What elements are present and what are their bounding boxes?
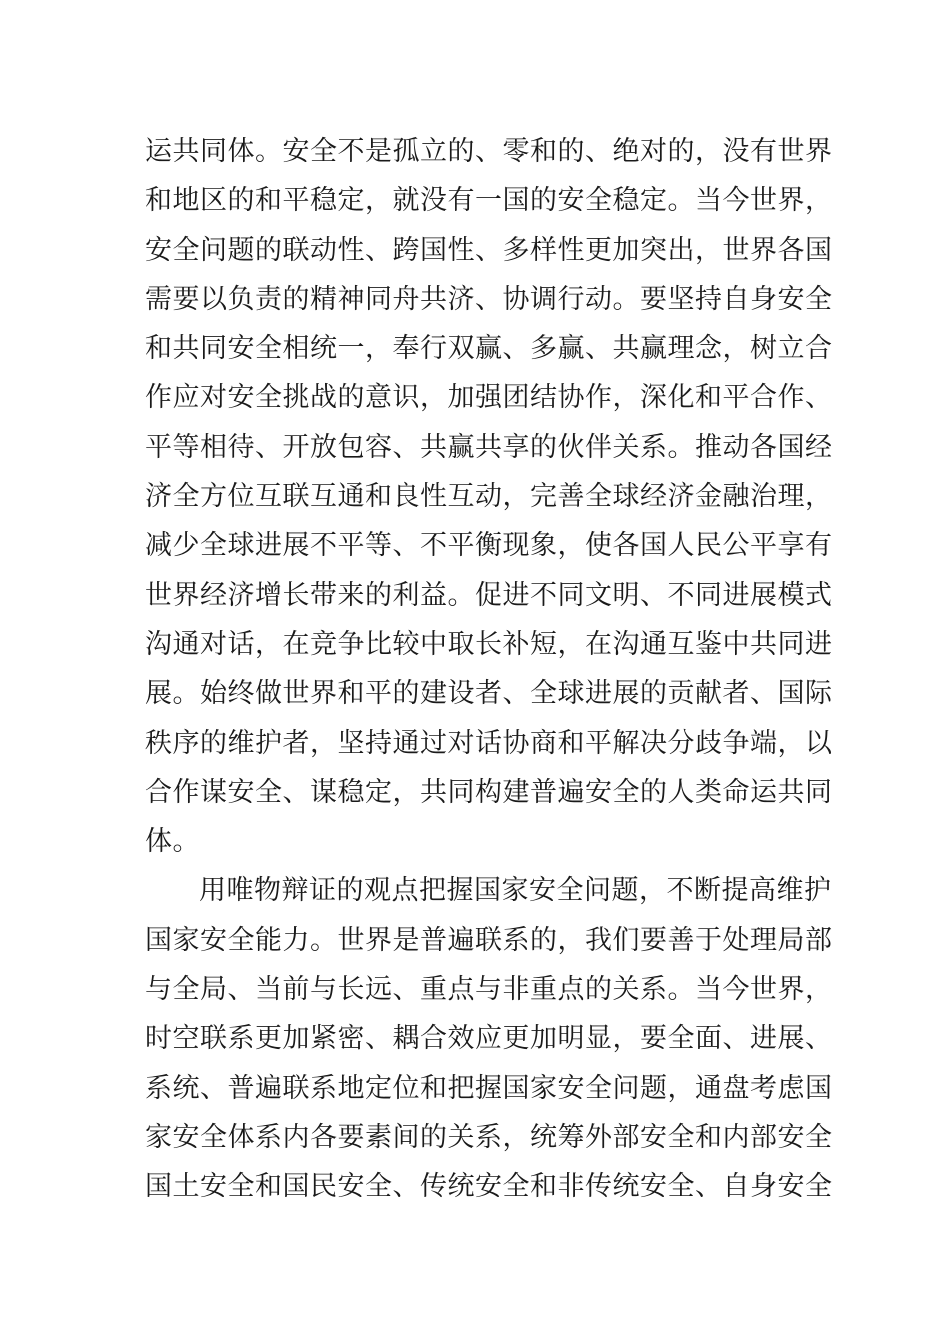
text-line: 家安全体系内各要素间的关系，统筹外部安全和内部安全 <box>145 1121 833 1153</box>
text-line: 减少全球进展不平等、不平衡现象，使各国人民公平享有 <box>145 530 833 562</box>
text-line: 国家安全能力。世界是普遍联系的，我们要善于处理局部 <box>145 924 833 956</box>
paragraph-first-line: 用唯物辩证的观点把握国家安全问题，不断提高维护 <box>199 875 832 907</box>
text-line: 系统、普遍联系地定位和把握国家安全问题，通盘考虑国 <box>145 1072 833 1104</box>
text-line: 和共同安全相统一，奉行双赢、多赢、共赢理念，树立合 <box>145 333 833 365</box>
text-line: 平等相待、开放包容、共赢共享的伙伴关系。推动各国经 <box>145 431 833 463</box>
text-line: 与全局、当前与长远、重点与非重点的关系。当今世界， <box>145 974 833 1006</box>
text-line: 国土安全和国民安全、传统安全和非传统安全、自身安全 <box>145 1171 833 1203</box>
text-line: 作应对安全挑战的意识，加强团结协作，深化和平合作、 <box>145 382 833 414</box>
text-line: 沟通对话，在竞争比较中取长补短，在沟通互鉴中共同进 <box>145 628 833 660</box>
text-line: 济全方位互联互通和良性互动，完善全球经济金融治理， <box>145 481 833 513</box>
text-line: 展。始终做世界和平的建设者、全球进展的贡献者、国际 <box>145 678 833 710</box>
text-line: 体。 <box>145 826 200 858</box>
text-line: 安全问题的联动性、跨国性、多样性更加突出，世界各国 <box>145 234 833 266</box>
body-text <box>145 127 833 1212</box>
text-line: 需要以负责的精神同舟共济、协调行动。要坚持自身安全 <box>145 283 833 315</box>
text-line: 时空联系更加紧密、耦合效应更加明显，要全面、进展、 <box>145 1023 833 1055</box>
text-line: 运共同体。安全不是孤立的、零和的、绝对的，没有世界 <box>145 136 833 167</box>
text-line: 秩序的维护者，坚持通过对话协商和平解决分歧争端，以 <box>145 727 833 759</box>
text-line: 世界经济增长带来的利益。促进不同文明、不同进展模式 <box>145 579 833 611</box>
text-line: 合作谋安全、谋稳定，共同构建普遍安全的人类命运共同 <box>145 776 833 808</box>
text-line: 和地区的和平稳定，就没有一国的安全稳定。当今世界， <box>145 185 833 217</box>
